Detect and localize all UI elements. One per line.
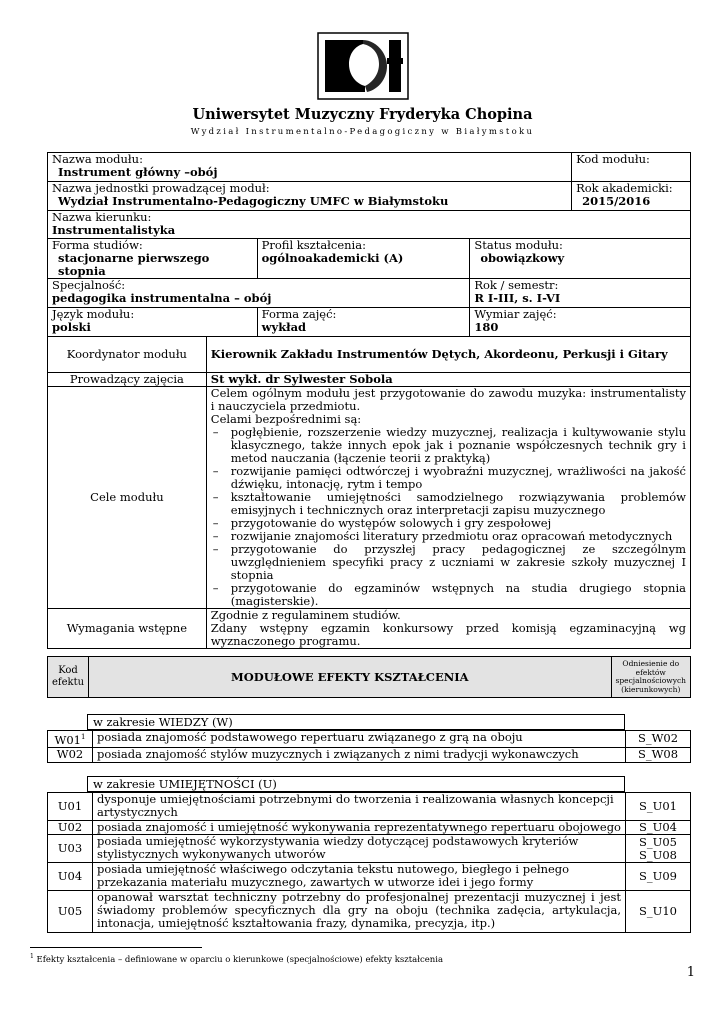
study-form-cell bbox=[48, 239, 258, 279]
profile-label: Profil kształcenia: bbox=[261, 238, 366, 252]
year-value: 2015/2016 bbox=[582, 194, 651, 208]
study-form-value: stacjonarne pierwszego stopnia bbox=[58, 251, 210, 278]
module-name-cell bbox=[48, 153, 572, 182]
effect-code: W02 bbox=[48, 747, 93, 762]
module-code-cell bbox=[572, 153, 691, 182]
effect-text: posiada znajomość stylów muzycznych i związanych z nimi tradycji wykonawczych bbox=[93, 747, 626, 762]
goals-intro: Celem ogólnym modułu jest przygotowanie do zawodu muzyka: instrumentalisty i nauczyciela przedmiotu. bbox=[210, 386, 686, 413]
goals-content bbox=[206, 387, 690, 609]
goals-item: – rozwijanie pamięci odtwórczej i wyobraźni muzycznej, wrażliwości na jakość dźwięku, intonację, rytm i tempo bbox=[211, 465, 686, 491]
effect-code: U05 bbox=[48, 891, 93, 933]
goals-list bbox=[211, 426, 686, 608]
goals-item: – rozwijanie znajomości literatury przedmiotu oraz opracowań metodycznych bbox=[211, 530, 686, 543]
class-form-label: Forma zajęć: bbox=[261, 307, 337, 321]
effect-code: U03 bbox=[48, 835, 93, 863]
university-logo bbox=[317, 32, 409, 100]
class-form-value: wykład bbox=[261, 320, 307, 334]
profile-value: ogólnoakademicki (A) bbox=[261, 251, 404, 265]
university-name: Uniwersytet Muzyczny Fryderyka Chopina bbox=[192, 106, 533, 123]
goals-item: – przygotowanie do egzaminów wstępnych na studia drugiego stopnia (magisterskie). bbox=[211, 582, 686, 608]
field-value: Instrumentalistyka bbox=[52, 223, 176, 237]
effect-code: $W01^1$ bbox=[48, 731, 93, 748]
effect-ref: S_U10 bbox=[626, 891, 691, 933]
effect-ref: S_U01 bbox=[626, 793, 691, 821]
effect-text: dysponuje umiejętnościami potrzebnymi do tworzenia i realizowania własnych koncepcji artystycznych bbox=[93, 793, 626, 821]
effect-text: posiada umiejętność właściwego odczytania tekstu nutowego, biegłego i pełnego przekazania materiału muzycznego, zawartych w utworze idei i jego formy bbox=[93, 863, 626, 891]
effects-header-table bbox=[47, 656, 691, 698]
table-row bbox=[48, 731, 691, 748]
unit-value: Wydział Instrumentalno-Pedagogiczny UMFC w Białymstoku bbox=[58, 194, 449, 208]
module-info-table bbox=[47, 152, 691, 649]
table-row bbox=[48, 747, 691, 762]
effect-reference-header: Odniesienie do efektów specjalnościowych (kierunkowych) bbox=[611, 657, 690, 698]
goals-item: – przygotowanie do przyszłej pracy pedagogicznej ze szczególnym uwzględnieniem specyfiki pracy z uczniami w zakresie szkoły muzycznej I stopnia bbox=[211, 543, 686, 582]
effect-text: opanował warsztat techniczny potrzebny do profesjonalnej prezentacji muzycznej i jest świadomy problemów specyficznych dla gry na oboju (technika zadęcia, artykulacja, intonacja, umiejętność kształtowania frazy, dynamika, precyzja, itp.) bbox=[93, 891, 626, 933]
table-row bbox=[48, 891, 691, 933]
requirements-label: Wymagania wstępne bbox=[48, 609, 207, 649]
requirements-line-2: Zdany wstępny egzamin konkursowy przed komisją egzaminacyjną wg wyznaczonego programu. bbox=[210, 621, 686, 648]
teacher-value: St wykł. dr Sylwester Sobola bbox=[206, 373, 690, 387]
effect-code: U01 bbox=[48, 793, 93, 821]
unit-label: Nazwa jednostki prowadzącej moduł: bbox=[52, 181, 270, 195]
effect-ref: S_W08 bbox=[626, 747, 691, 762]
goals-direct: Celami bezpośrednimi są: bbox=[210, 412, 362, 426]
effect-ref: S_W02 bbox=[626, 731, 691, 748]
field-cell bbox=[48, 211, 691, 239]
table-row bbox=[48, 793, 691, 821]
coordinator-value: Kierownik Zakładu Instrumentów Dętych, Akordeonu, Perkusji i Gitary bbox=[206, 337, 690, 373]
semester-cell bbox=[470, 279, 691, 308]
coordinator-label: Koordynator modułu bbox=[48, 337, 207, 373]
teacher-label: Prowadzący zajęcia bbox=[48, 373, 207, 387]
requirements-content bbox=[206, 609, 690, 649]
goals-item: – pogłębienie, rozszerzenie wiedzy muzycznej, realizacja i kultywowanie stylu klasycznego, także innych epok jak i poznanie współczesnych technik gry i metod nauczania (łączenie teorii z praktyką) bbox=[211, 426, 686, 465]
skills-effects-table bbox=[47, 792, 691, 933]
status-cell bbox=[470, 239, 691, 279]
goals-item: – kształtowanie umiejętności samodzielnego rozwiązywania problemów emisyjnych i technicznych oraz interpretacji zapisu muzycznego bbox=[211, 491, 686, 517]
requirements-line-1: Zgodnie z regulaminem studiów. bbox=[210, 608, 401, 622]
effect-ref: S_U04 bbox=[626, 821, 691, 835]
hours-value: 180 bbox=[474, 320, 499, 334]
effect-ref: S_U09 bbox=[626, 863, 691, 891]
table-row bbox=[48, 835, 691, 863]
semester-label: Rok / semestr: bbox=[474, 278, 559, 292]
effect-code: U02 bbox=[48, 821, 93, 835]
class-form-cell bbox=[257, 308, 470, 337]
effects-title: MODUŁOWE EFEKTY KSZTAŁCENIA bbox=[89, 657, 611, 698]
field-label: Nazwa kierunku: bbox=[52, 210, 152, 224]
study-form-label: Forma studiów: bbox=[52, 238, 143, 252]
faculty-name: Wydział Instrumentalno-Pedagogiczny w Białymstoku bbox=[190, 127, 535, 137]
effect-code-header: Kod efektu bbox=[48, 657, 89, 698]
skills-category-label: w zakresie UMIEJĘTNOŚCI (U) bbox=[87, 776, 625, 792]
goals-item: – przygotowanie do występów solowych i gry zespołowej bbox=[211, 517, 686, 530]
goals-label: Cele modułu bbox=[48, 387, 207, 609]
year-cell bbox=[572, 182, 691, 211]
module-name-value: Instrument główny –obój bbox=[58, 165, 218, 179]
effect-text: posiada znajomość podstawowego repertuaru związanego z grą na oboju bbox=[93, 731, 626, 748]
footnote-mark: 1 bbox=[30, 953, 34, 960]
effect-text: posiada umiejętność wykorzystywania wiedzy dotyczącej podstawowych kryteriów stylistycznych wykonywanych utworów bbox=[93, 835, 626, 863]
hours-label: Wymiar zajęć: bbox=[474, 307, 557, 321]
module-code-label: Kod modułu: bbox=[576, 152, 650, 166]
specialty-label: Specjalność: bbox=[52, 278, 126, 292]
unit-cell bbox=[48, 182, 572, 211]
effect-text: posiada znajomość i umiejętność wykonywania reprezentatywnego repertuaru obojowego bbox=[93, 821, 626, 835]
hours-cell bbox=[470, 308, 691, 337]
profile-cell bbox=[257, 239, 470, 279]
table-row bbox=[48, 863, 691, 891]
status-label: Status modułu: bbox=[474, 238, 563, 252]
module-name-label: Nazwa modułu: bbox=[52, 152, 143, 166]
status-value: obowiązkowy bbox=[480, 251, 565, 265]
footnote-separator bbox=[30, 947, 202, 948]
knowledge-effects-table bbox=[47, 730, 691, 763]
semester-value: R I-III, s. I-VI bbox=[474, 291, 561, 305]
language-label: Język modułu: bbox=[52, 307, 135, 321]
effect-ref: S_U05 S_U08 bbox=[626, 835, 691, 863]
table-row bbox=[48, 821, 691, 835]
footnote-ref: 1 bbox=[81, 733, 86, 741]
footnote bbox=[30, 953, 443, 965]
language-value: polski bbox=[52, 320, 91, 334]
specialty-value: pedagogika instrumentalna – obój bbox=[52, 291, 272, 305]
language-cell bbox=[48, 308, 258, 337]
page-number: 1 bbox=[686, 965, 695, 980]
effect-code: U04 bbox=[48, 863, 93, 891]
specialty-cell bbox=[48, 279, 470, 308]
knowledge-category-label: w zakresie WIEDZY (W) bbox=[87, 714, 625, 730]
footnote-text: Efekty kształcenia – definiowane w oparciu o kierunkowe (specjalnościowe) efekty kształcenia bbox=[36, 954, 444, 965]
year-label: Rok akademicki: bbox=[576, 181, 673, 195]
